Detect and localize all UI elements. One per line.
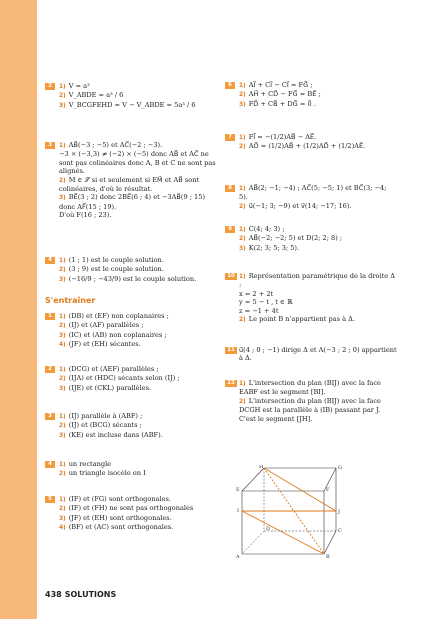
answer-line — [225, 142, 397, 151]
answer-text: AI⃗ + CI⃗ − CI⃗ = FG⃗ ; — [248, 81, 313, 89]
label-F: F — [326, 487, 330, 493]
answer-line — [45, 150, 217, 175]
answer-line — [225, 225, 397, 234]
answer-line — [45, 275, 217, 284]
segment-BI — [242, 511, 324, 554]
answer-line — [45, 374, 217, 383]
right-exercise-3 — [225, 184, 397, 211]
question-number: 1) — [239, 186, 246, 192]
answer-text: u⃗(−1; 3; −9) et v⃗(14; −17; 16). — [248, 201, 352, 210]
answer-line — [225, 81, 397, 90]
answer-line — [225, 234, 397, 243]
answer-text: Le point B n'appartient pas à Δ. — [248, 315, 355, 324]
question-number: 1) — [239, 135, 246, 141]
cube-figure — [232, 465, 354, 559]
label-I: I — [237, 508, 239, 514]
right-exercise-1 — [225, 81, 397, 109]
left-exercise-7 — [45, 460, 217, 479]
exercise-number-badge: 3 — [45, 142, 55, 149]
answer-line — [45, 82, 217, 91]
answer-text: FD⃗ + CB⃗ + DG⃗ = 0⃗ . — [248, 99, 316, 108]
answer-text: AH⃗ + CD⃗ − FG⃗ = BE⃗ ; — [248, 90, 321, 99]
question-number: 3) — [239, 101, 246, 108]
answer-line — [45, 514, 217, 523]
answer-line — [45, 141, 217, 150]
right-exercise-5 — [225, 272, 397, 324]
question-number: 2) — [239, 92, 246, 99]
answer-line — [45, 365, 217, 374]
question-number: 4) — [59, 525, 66, 532]
question-number: 3) — [59, 385, 66, 392]
answer-line — [225, 100, 397, 109]
question-number: 3) — [59, 276, 66, 283]
answer-line — [225, 397, 397, 423]
answer-line — [225, 315, 397, 324]
question-number: 2) — [59, 93, 66, 100]
question-number: 1) — [59, 462, 66, 468]
answer-line — [225, 379, 397, 397]
answer-text: x = 2 + 2t — [239, 289, 274, 298]
answer-text: (BF) et (AC) sont orthogonales. — [68, 523, 174, 532]
exercise-number-badge: 6 — [225, 82, 235, 89]
answer-text: BE⃗(3 ; 2) donc 2BE⃗(6 ; 4) et −3AB⃗(9 ; 15) donc AF⃗(15 ; 19). — [59, 193, 206, 211]
question-number: 4) — [59, 342, 66, 349]
answer-text: AB⃗(−3 ; −5) et AC⃗(−2 ; −3). — [68, 141, 163, 149]
exercise-number-badge: 23 — [225, 380, 237, 387]
left-exercise-5 — [45, 365, 217, 393]
answer-text: u⃗(4 ; 0 ; −1) dirige Δ et A(−3 ; 2 ; 0) appartient à Δ. — [239, 346, 397, 363]
answer-line — [45, 91, 217, 100]
answer-line — [45, 412, 217, 421]
answer-text: (IJA) et (HDC) sécants selon (IJ) ; — [68, 374, 180, 383]
answer-line — [225, 272, 397, 290]
answer-text: (DCG) et (AEF) parallèles ; — [68, 365, 159, 373]
answer-text: (IF) et (FG) sont orthogonales. — [68, 495, 172, 503]
answer-text: V_BCGFEHD = V − V_ABDE = 5a³ / 6 — [68, 100, 196, 109]
answer-line — [45, 101, 217, 110]
question-number: 1) — [59, 414, 66, 420]
exercise-number-badge: 4 — [45, 257, 55, 264]
right-exercise-2 — [225, 133, 397, 152]
answer-text: un rectangle — [68, 460, 112, 468]
answer-text: AB⃗(2; −1; −4) ; AC⃗(5; −5; 1) et BC⃗(3; −4; 5). — [239, 184, 387, 202]
answer-text: V_ABDE = a³ / 6 — [68, 91, 124, 100]
exercise-number-badge: 10 — [225, 273, 237, 280]
answer-line — [45, 265, 217, 274]
answer-line — [225, 307, 397, 315]
question-number: 1) — [59, 367, 66, 373]
exercise-number-badge: 9 — [225, 226, 235, 233]
answer-line — [225, 290, 397, 298]
question-number: 1) — [59, 258, 66, 264]
left-exercise-4 — [45, 312, 217, 350]
question-number: 1) — [59, 143, 66, 149]
answer-line — [45, 340, 217, 349]
exercise-number-badge: 5 — [45, 496, 55, 503]
answer-text: C(4; 4; 3) ; — [248, 225, 285, 233]
exercise-number-badge: 1 — [45, 313, 55, 320]
answer-line — [225, 184, 397, 202]
question-number: 2) — [59, 423, 66, 430]
answer-line — [225, 244, 397, 253]
right-exercise-6 — [225, 346, 397, 363]
answer-text: K(2; 3; 5; 3; 5). — [248, 243, 300, 252]
question-number: 3) — [59, 102, 66, 109]
answer-text: (DB) et (EF) non coplanaires ; — [68, 312, 169, 320]
answer-line — [45, 431, 217, 440]
answer-text: (IJ) et (AF) parallèles ; — [68, 321, 144, 330]
answer-line — [225, 346, 397, 363]
question-number: 3) — [239, 245, 246, 252]
label-J: J — [338, 509, 341, 515]
label-A: A — [236, 554, 240, 559]
answer-text: AO⃗ = (1/2)AB⃗ + (1/2)AD⃗ + (1/2)AE⃗. — [248, 142, 366, 151]
answer-text: L'intersection du plan (BIJ) avec la face EABF est le segment [BI]. — [239, 379, 381, 397]
answer-text: (IJ) parallèle à (ABF) ; — [68, 412, 143, 420]
answer-text: (1 ; 1) est le couple solution. — [68, 256, 164, 264]
answer-line — [225, 90, 397, 99]
answer-line — [45, 193, 217, 211]
answer-line — [45, 523, 217, 532]
answer-line — [45, 211, 217, 219]
answer-line — [45, 176, 217, 194]
answer-text: (IF) et (FH) ne sont pas orthogonales — [68, 504, 194, 513]
left-exercise-1 — [45, 82, 217, 110]
exercise-number-badge: 8 — [225, 185, 235, 192]
question-number: 1) — [59, 497, 66, 503]
left-margin-stripe — [0, 0, 37, 619]
question-number: 1) — [59, 84, 66, 90]
answer-text: (IC) et (AB) non coplanaires ; — [68, 330, 167, 339]
right-exercise-4 — [225, 225, 397, 253]
question-number: 2) — [59, 506, 66, 513]
question-number: 1) — [239, 381, 246, 387]
left-exercise-8 — [45, 495, 217, 533]
answer-text: z = −1 + 4t — [239, 306, 279, 315]
left-exercise-6 — [45, 412, 217, 440]
answer-line — [225, 298, 397, 306]
answer-line — [45, 495, 217, 504]
question-number: 3) — [59, 515, 66, 522]
answer-line — [225, 133, 397, 142]
question-number: 2) — [239, 317, 246, 324]
exercise-number-badge: 7 — [225, 134, 235, 141]
left-exercise-3 — [45, 256, 217, 284]
answer-text: M ∈ 𝒮 si et seulement si EM⃗ et AB⃗ sont colinéaires, d'où le résultat. — [59, 175, 200, 194]
page-footer — [45, 590, 116, 599]
question-number: 2) — [59, 177, 66, 184]
question-number: 3) — [59, 432, 66, 439]
question-number: 3) — [59, 332, 66, 339]
section-title: S'entraîner — [45, 296, 96, 305]
question-number: 2) — [59, 471, 66, 478]
answer-text: −3 × (−3,3) ≠ (−2) × (−5) donc AB⃗ et AC⃗ ne sont pas colinéaires donc A, B et C ne sont pas alignés. — [59, 150, 216, 176]
exercise-number-badge: 2 — [45, 83, 55, 90]
label-B: B — [326, 554, 330, 559]
answer-text: (−16/9 ; −43/9) est le couple solution. — [68, 274, 197, 283]
left-exercise-2 — [45, 141, 217, 220]
answer-text: (JF) et (EH) sécantes. — [68, 340, 141, 349]
question-number: 3) — [59, 195, 66, 202]
question-number: 2) — [239, 398, 246, 405]
question-number: 2) — [239, 203, 246, 210]
answer-text: (IJE) et (CKL) parallèles. — [68, 383, 152, 392]
label-E: E — [236, 487, 240, 493]
answer-text: L'intersection du plan (BIJ) avec la face DCGH est la parallèle à (IB) passant par J. C'est le segment [JH]. — [239, 396, 381, 423]
answer-line — [45, 469, 217, 478]
answer-text: (3 ; 9) est le couple solution. — [68, 265, 164, 274]
question-number: 1) — [59, 314, 66, 320]
answer-text: un triangle isocèle en I — [68, 469, 146, 478]
question-number: 2) — [239, 144, 246, 151]
answer-text: Représentation paramétrique de la droite Δ : — [239, 272, 395, 290]
exercise-number-badge: 3 — [45, 413, 55, 420]
question-number: 2) — [59, 323, 66, 330]
answer-line — [45, 384, 217, 393]
question-number: 1) — [239, 227, 246, 233]
answer-text: V = a³ — [68, 82, 90, 90]
question-number: 2) — [59, 267, 66, 274]
question-number: 2) — [59, 376, 66, 383]
answer-text: D'où F(16 ; 23). — [59, 211, 112, 220]
footer-label: SOLUTIONS — [64, 590, 117, 599]
question-number: 1) — [239, 83, 246, 89]
answer-text: (JF) et (EH) sont orthogonales. — [68, 513, 172, 522]
page-number: 438 — [45, 590, 62, 599]
answer-line — [45, 256, 217, 265]
answer-line — [225, 202, 397, 211]
answer-line — [45, 312, 217, 321]
answer-text: y = 5 − t , t ∈ ℝ — [239, 298, 293, 307]
answer-text: (KE) est incluse dans (ABF). — [68, 430, 163, 439]
answer-line — [45, 321, 217, 330]
answer-text: FI⃗ = −(1/2)AB⃗ − AE⃗. — [248, 133, 317, 141]
exercise-number-badge: 2 — [45, 366, 55, 373]
answer-line — [45, 504, 217, 513]
exercise-number-badge: 4 — [45, 461, 55, 468]
exercise-number-badge: 11 — [225, 347, 237, 354]
answer-text: AB⃗(−2; −2; 5) et D(2; 2; 8) ; — [248, 234, 343, 243]
label-H: H — [259, 465, 264, 470]
answer-line — [45, 331, 217, 340]
label-C: C — [338, 528, 342, 534]
answer-line — [45, 421, 217, 430]
question-number: 2) — [239, 236, 246, 243]
answer-text: (IJ) et (BCG) sécants ; — [68, 421, 142, 430]
right-exercise-7 — [225, 379, 397, 423]
label-D: D — [266, 526, 271, 532]
question-number: 1) — [239, 274, 246, 280]
label-G: G — [338, 465, 342, 471]
answer-line — [45, 460, 217, 469]
